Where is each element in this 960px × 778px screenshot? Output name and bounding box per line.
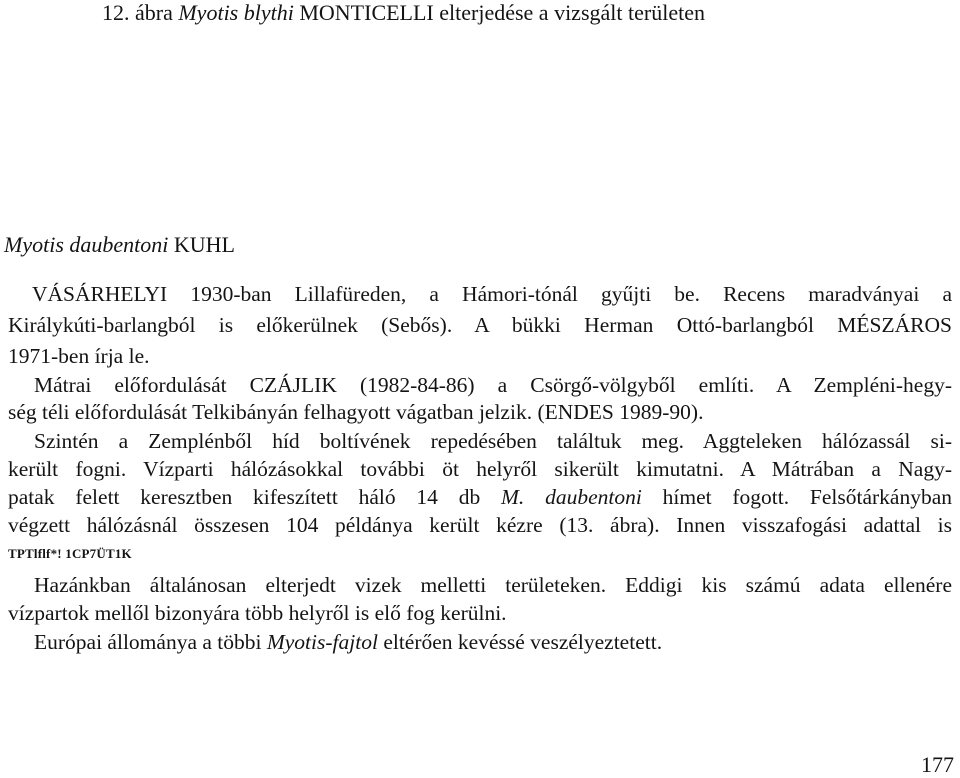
p4-line2: vízpartok mellől bizonyára több helyről is elő fog kerülni. <box>8 601 507 625</box>
page-number: 177 <box>921 752 954 777</box>
species-name: Myotis daubentoni <box>4 232 169 257</box>
p3-line1: Szintén a Zemplénből híd boltívének repedésében találtuk meg. Aggteleken hálózassál si- <box>34 429 952 453</box>
p4-line1: Hazánkban általánosan elterjedt vizek melletti területeken. Eddigi kis számú adata ellenére <box>34 573 952 597</box>
p2-line1: Mátrai előfordulását CZÁJLIK (1982-84-86) a Csörgő-völgyből említi. A Zempléni-hegy- <box>34 373 952 397</box>
p3-line3-species: M. daubentoni <box>501 485 642 509</box>
species-author: KUHL <box>173 232 235 257</box>
figure-number: 12. ábra <box>102 0 173 25</box>
species-heading <box>4 232 235 258</box>
p1-line1: VÁSÁRHELYI 1930-ban Lillafüreden, a Hámori-tónál gyűjti be. Recens maradványai a <box>32 282 952 306</box>
p3-line3-pre: patak felett keresztben kifeszített háló 14 db <box>8 485 501 509</box>
p3-line3-post: hímet fogott. Felsőtárkányban <box>641 485 953 509</box>
p3-line2: került fogni. Vízparti hálózásokkal további öt helyről sikerült kimutatni. A Mátrában a Nagy- <box>8 457 952 481</box>
p3-line5-garbled: TPTlflf*! 1CP7ÜT1K <box>8 546 132 561</box>
figure-caption-rest: MONTICELLI elterjedése a vizsgált területen <box>299 0 705 25</box>
p3-line3 <box>8 484 952 510</box>
p5-post: eltérően kevéssé veszélyeztetett. <box>377 630 663 654</box>
figure-caption <box>102 0 705 26</box>
p1-line2: Királykúti-barlangból is előkerülnek (Sebős). A bükki Herman Ottó-barlangból MÉSZÁROS <box>8 313 952 337</box>
p5-genus: Myotis-fajtol <box>266 630 378 654</box>
figure-species: Myotis blythi <box>178 0 294 25</box>
p3-line4: végzett hálózásnál összesen 104 példánya került kézre (13. ábra). Innen visszafogási adattal is <box>8 513 952 537</box>
p5-pre: Európai állománya a többi <box>34 630 267 654</box>
p2-line2: ség téli előfordulását Telkibányán felhagyott vágatban jelzik. (ENDES 1989-90). <box>8 400 704 424</box>
p5-line1 <box>34 629 662 655</box>
p1-line3: 1971-ben írja le. <box>8 344 150 368</box>
